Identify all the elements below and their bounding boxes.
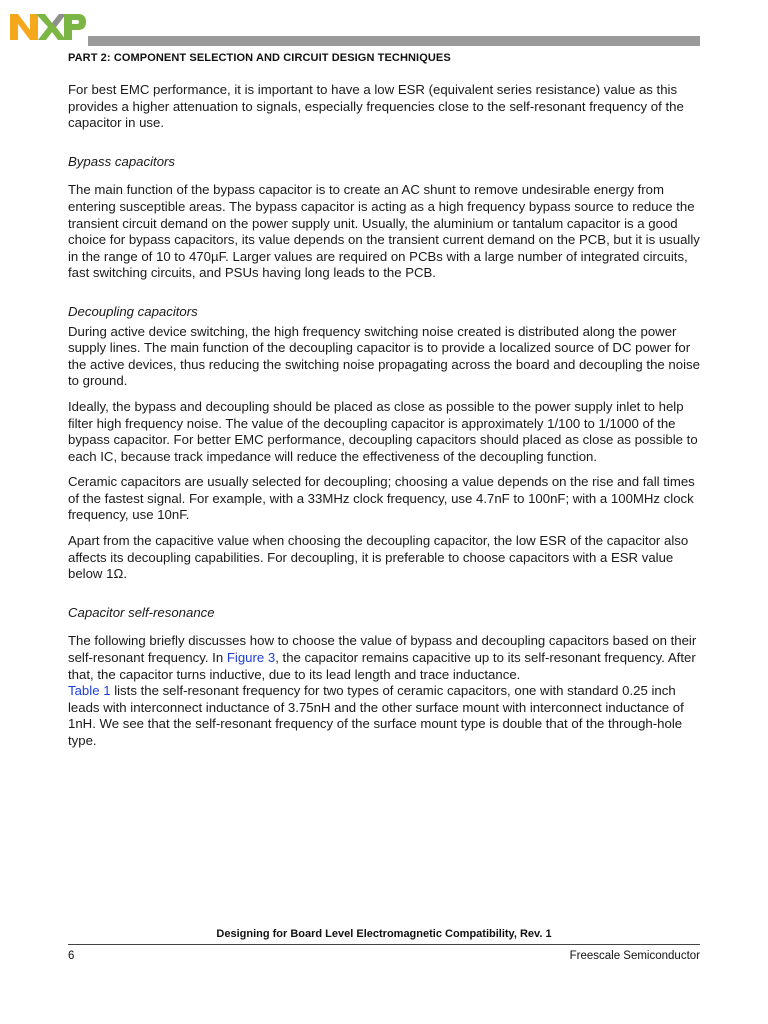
intro-paragraph: For best EMC performance, it is important to have a low ESR (equivalent series resistance) value as this provides a higher attenuation to signals, especially frequencies close to the self-resonant frequency of the capacitor in use. <box>68 82 684 131</box>
decoupling-paragraph-2: Ideally, the bypass and decoupling should be placed as close as possible to the power supply inlet to help filter high frequency noise. The value of the decoupling capacitor is approximately 1/100 to 1/1000 of the bypass capacitor. For better EMC performance, decoupling capacitors should placed as close as possible to each IC, because track impedance will reduce the effectiveness of the decoupling function. <box>68 398 698 464</box>
nxp-logo <box>8 10 88 44</box>
decoupling-paragraph-4: Apart from the capacitive value when choosing the decoupling capacitor, the low ESR of the capacitor also affects its decoupling capabilities. For decoupling, it is preferable to choose capacitors with a ESR value below 1Ω. <box>68 533 689 582</box>
page-content <box>68 82 700 759</box>
self-resonance-heading: Capacitor self-resonance <box>68 604 215 620</box>
company-name: Freescale Semiconductor <box>569 950 700 962</box>
bypass-heading: Bypass capacitors <box>68 153 176 169</box>
table-1-link[interactable]: Table 1 <box>68 683 111 699</box>
footer-document-title: Designing for Board Level Electromagnetic Compatibility, Rev. 1 <box>216 928 552 940</box>
decoupling-paragraph-1: During active device switching, the high frequency switching noise created is distributed along the power supply lines. The main function of the decoupling capacitor is to provide a localized source of DC power for the active devices, thus reducing the switching noise propagating across the board and decoupling the noise to ground. <box>68 323 700 389</box>
header-bar <box>88 36 700 46</box>
decoupling-heading: Decoupling capacitors <box>68 303 198 319</box>
self-resonance-text-a: The following briefly discusses how to choose the value of bypass and decoupling capacitors based on their self-resonant frequency. In <box>68 633 697 666</box>
section-title: PART 2: COMPONENT SELECTION AND CIRCUIT DESIGN TECHNIQUES <box>68 52 451 64</box>
self-resonance-text-b: , the capacitor remains capacitive up to its self-resonant frequency. After that, the capacitor turns inductive, due to its lead length and trace inductance. <box>68 650 696 682</box>
page-number: 6 <box>68 950 75 962</box>
self-resonance-paragraph <box>68 633 700 749</box>
bypass-paragraph: The main function of the bypass capacitor is to create an AC shunt to remove undesirable energy from entering susceptible areas. The bypass capacitor is acting as a high frequency bypass source to reduce the transient circuit demand on the power supply unit. Usually, the aluminium or tantalum capacitor is a good choice for bypass capacitors, its value depends on the transient current demand on the PCB, but it is usually in the range of 10 to 470µF. Larger values are required on PCBs with a large number of integrated circuits, fast switching circuits, and PSUs having long leads to the PCB. <box>68 182 700 281</box>
nxp-logo-graphic <box>8 10 88 44</box>
self-resonance-text-c: lists the self-resonant frequency for two types of ceramic capacitors, one with standard 0.25 inch leads with interconnect inductance of 3.75nH and the other surface mount with interconnect inductance of 1nH. We see that the self-resonant frequency of the surface mount type is double that of the through-hole type. <box>68 683 684 748</box>
figure-3-link[interactable]: Figure 3 <box>226 650 276 666</box>
footer-divider <box>68 944 700 945</box>
decoupling-paragraph-3: Ceramic capacitors are usually selected for decoupling; choosing a value depends on the rise and fall times of the fastest signal. For example, with a 33MHz clock frequency, use 4.7nF to 100nF; with a 100MHz clock frequency, use 10nF. <box>68 474 695 523</box>
